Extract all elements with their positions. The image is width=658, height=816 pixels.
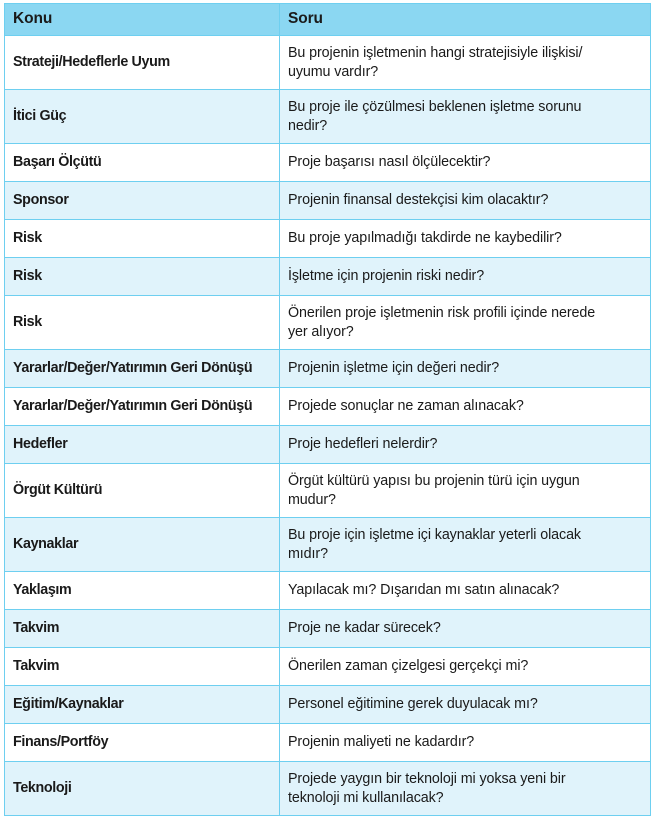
cell-topic: Sponsor xyxy=(5,182,280,220)
cell-question xyxy=(280,518,651,572)
cell-question xyxy=(280,686,651,724)
table-row xyxy=(5,686,651,724)
cell-question-line: Projenin finansal destekçisi kim olacaktır? xyxy=(288,192,549,209)
cell-question-line: Yapılacak mı? Dışarıdan mı satın alınacak? xyxy=(288,582,560,599)
table-header xyxy=(5,4,651,36)
cell-question-line: teknoloji mi kullanılacak? xyxy=(288,789,444,806)
cell-question xyxy=(280,648,651,686)
table-row xyxy=(5,426,651,464)
cell-topic: Risk xyxy=(5,258,280,296)
table-row xyxy=(5,258,651,296)
cell-question-line: Önerilen proje işletmenin risk profili içinde nerede xyxy=(288,304,596,321)
table-row xyxy=(5,36,651,90)
table-row xyxy=(5,296,651,350)
cell-question-line: Projenin maliyeti ne kadardır? xyxy=(288,734,475,751)
cell-question xyxy=(280,426,651,464)
cell-topic: Yaklaşım xyxy=(5,572,280,610)
topic-question-table-container xyxy=(4,3,650,816)
cell-question xyxy=(280,296,651,350)
table-row xyxy=(5,610,651,648)
table-row xyxy=(5,724,651,762)
cell-question xyxy=(280,464,651,518)
table-row xyxy=(5,464,651,518)
cell-question-line: nedir? xyxy=(288,117,328,134)
cell-topic: Takvim xyxy=(5,610,280,648)
cell-question xyxy=(280,572,651,610)
cell-question-line: mıdır? xyxy=(288,545,328,562)
cell-question-line: Bu projenin işletmenin hangi stratejisiyle ilişkisi/ xyxy=(288,44,583,61)
cell-question xyxy=(280,220,651,258)
cell-topic: Takvim xyxy=(5,648,280,686)
cell-topic: Eğitim/Kaynaklar xyxy=(5,686,280,724)
cell-question-line: Bu proje için işletme içi kaynaklar yeterli olacak xyxy=(288,526,581,543)
cell-question xyxy=(280,258,651,296)
cell-question-line: İşletme için projenin riski nedir? xyxy=(288,268,485,285)
table-row xyxy=(5,762,651,816)
cell-topic: Finans/Portföy xyxy=(5,724,280,762)
table-row xyxy=(5,572,651,610)
cell-question xyxy=(280,724,651,762)
cell-question xyxy=(280,610,651,648)
cell-topic: Başarı Ölçütü xyxy=(5,144,280,182)
table-row xyxy=(5,518,651,572)
table-row xyxy=(5,90,651,144)
table-row xyxy=(5,182,651,220)
cell-topic: Risk xyxy=(5,220,280,258)
cell-topic: İtici Güç xyxy=(5,90,280,144)
cell-question xyxy=(280,762,651,816)
cell-question-line: Proje ne kadar sürecek? xyxy=(288,620,441,637)
cell-question xyxy=(280,144,651,182)
cell-question-line: Örgüt kültürü yapısı bu projenin türü için uygun xyxy=(288,472,580,489)
column-header-topic: Konu xyxy=(5,4,280,36)
table-row xyxy=(5,388,651,426)
cell-question xyxy=(280,350,651,388)
cell-question-line: uyumu vardır? xyxy=(288,63,379,80)
cell-topic: Yararlar/Değer/Yatırımın Geri Dönüşü xyxy=(5,350,280,388)
cell-question-line: Önerilen zaman çizelgesi gerçekçi mi? xyxy=(288,658,529,675)
topic-question-table xyxy=(4,3,651,816)
column-header-question: Soru xyxy=(280,4,651,36)
cell-topic: Hedefler xyxy=(5,426,280,464)
cell-question xyxy=(280,388,651,426)
cell-question-line: Bu proje ile çözülmesi beklenen işletme sorunu xyxy=(288,98,582,115)
cell-question-line: mudur? xyxy=(288,491,336,508)
cell-topic: Kaynaklar xyxy=(5,518,280,572)
cell-topic: Strateji/Hedeflerle Uyum xyxy=(5,36,280,90)
cell-question xyxy=(280,182,651,220)
cell-question-line: Projenin işletme için değeri nedir? xyxy=(288,360,500,377)
cell-question-line: Personel eğitimine gerek duyulacak mı? xyxy=(288,696,538,713)
table-row xyxy=(5,350,651,388)
table-row xyxy=(5,220,651,258)
table-row xyxy=(5,648,651,686)
cell-question xyxy=(280,90,651,144)
cell-question-line: Proje başarısı nasıl ölçülecektir? xyxy=(288,154,491,171)
cell-topic: Örgüt Kültürü xyxy=(5,464,280,518)
cell-question-line: Projede sonuçlar ne zaman alınacak? xyxy=(288,398,524,415)
table-header-row xyxy=(5,4,651,36)
cell-topic: Teknoloji xyxy=(5,762,280,816)
table-row xyxy=(5,144,651,182)
cell-question-line: Bu proje yapılmadığı takdirde ne kaybedilir? xyxy=(288,230,562,247)
cell-question xyxy=(280,36,651,90)
table-body xyxy=(5,36,651,816)
cell-topic: Risk xyxy=(5,296,280,350)
cell-topic: Yararlar/Değer/Yatırımın Geri Dönüşü xyxy=(5,388,280,426)
cell-question-line: Projede yaygın bir teknoloji mi yoksa yeni bir xyxy=(288,770,566,787)
cell-question-line: yer alıyor? xyxy=(288,323,354,340)
cell-question-line: Proje hedefleri nelerdir? xyxy=(288,436,438,453)
